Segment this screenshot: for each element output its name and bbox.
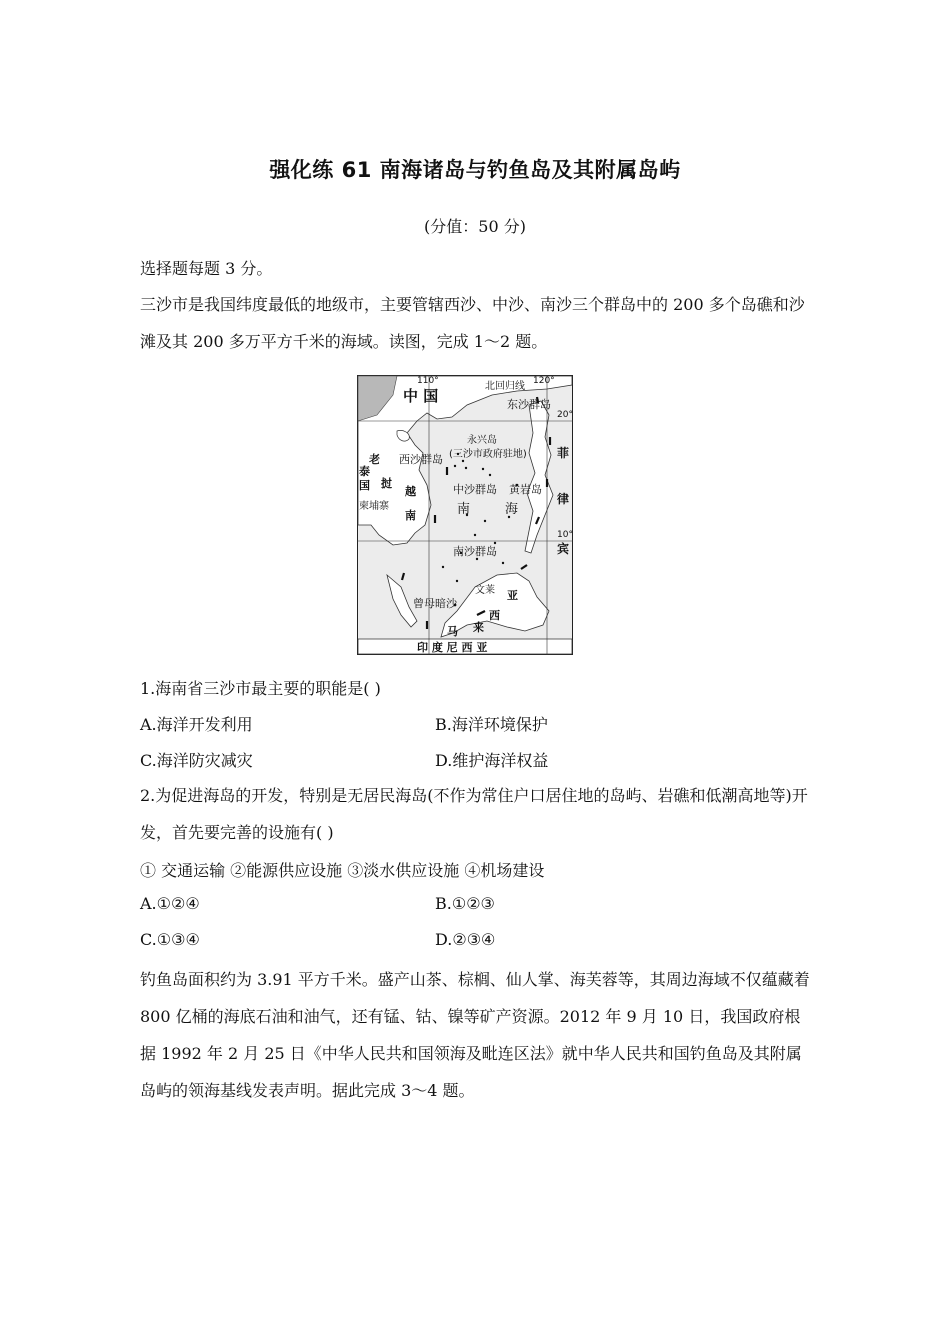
- lat-10-label: 10°: [557, 530, 573, 540]
- yongxing-label: 永兴岛: [467, 435, 497, 446]
- nansha-label: 南沙群岛: [453, 545, 497, 558]
- lat-20-label: 20°: [557, 410, 573, 420]
- ph-label-3: 宾: [557, 542, 570, 556]
- lon-120-label: 120°: [533, 376, 555, 386]
- laos-label-1: 老: [369, 453, 380, 466]
- gov-seat-label: (三沙市政府驻地): [449, 449, 527, 460]
- zengmu-label: 曾母暗沙: [413, 597, 457, 610]
- page-title: 强化练 61 南海诸岛与钓鱼岛及其附属岛屿: [269, 158, 681, 182]
- my-label-4: 马: [447, 625, 458, 638]
- q1-stem: 1.海南省三沙市最主要的职能是( ): [140, 679, 381, 698]
- q2-option-b[interactable]: B.①②③: [435, 894, 495, 913]
- my-label-2: 西: [489, 609, 500, 622]
- brunei-label: 文莱: [475, 585, 495, 596]
- nanhai-label-1: 南: [457, 502, 471, 517]
- vietnam-label-1: 越: [405, 485, 416, 498]
- thailand-label-2: 国: [359, 479, 370, 492]
- q2-stem: 2.为促进海岛的开发，特别是无居民海岛(不作为常住户口居住地的岛屿、岩礁和低潮高地等)开发，首先要完善的设施有( ): [140, 786, 808, 842]
- ph-label-1: 菲: [557, 446, 570, 460]
- vietnam-label-2: 南: [405, 509, 416, 522]
- thailand-label-1: 泰: [359, 465, 370, 478]
- q1-option-c[interactable]: C.海洋防灾减灾: [140, 751, 253, 770]
- ph-label-2: 律: [557, 492, 570, 506]
- cambodia-label: 柬埔寨: [359, 501, 389, 512]
- dongsha-label: 东沙群岛: [507, 398, 551, 411]
- tropic-label: 北回归线: [485, 381, 525, 392]
- my-label-3: 来: [473, 621, 484, 634]
- q1-option-b[interactable]: B.海洋环境保护: [435, 715, 548, 734]
- passage-2: 钓鱼岛面积约为 3.91 平方千米。盛产山茶、棕榈、仙人掌、海芙蓉等，其周边海域不仅蕴藏着 800 亿桶的海底石油和油气，还有锰、钴、镍等矿产资源。2012 年 9 月 10 日，我国政府根据 1992 年 2 月 25 日《中华人民共和国领海及毗连区法》就中华人民共和国钓鱼岛及其附属岛屿的领海基线发表声明。据此完成 3～4 题。: [140, 970, 810, 1100]
- xisha-label: 西沙群岛: [399, 453, 443, 466]
- q1-option-d[interactable]: D.维护海洋权益: [435, 751, 549, 770]
- my-label-1: 亚: [507, 589, 518, 602]
- indonesia-label: 印 度 尼 西 亚: [417, 641, 488, 654]
- score-note: (分值：50 分): [424, 217, 526, 236]
- q2-option-a[interactable]: A.①②④: [140, 894, 200, 913]
- huangyan-label: 黄岩岛: [509, 483, 542, 496]
- laos-label-2: 挝: [381, 477, 392, 490]
- q2-option-d[interactable]: D.②③④: [435, 930, 496, 949]
- nanhai-label-2: 海: [505, 502, 519, 517]
- china-label: 中 国: [403, 387, 439, 405]
- south-china-sea-map: [357, 375, 573, 655]
- zhongsha-label: 中沙群岛: [453, 483, 497, 496]
- q1-option-a[interactable]: A.海洋开发利用: [140, 715, 253, 734]
- passage-1: 三沙市是我国纬度最低的地级市，主要管辖西沙、中沙、南沙三个群岛中的 200 多个岛礁和沙滩及其 200 多万平方千米的海域。读图，完成 1～2 题。: [140, 295, 805, 351]
- intro-text: 选择题每题 3 分。: [140, 259, 273, 278]
- q2-items: ① 交通运输 ②能源供应设施 ③淡水供应设施 ④机场建设: [140, 861, 545, 880]
- q2-option-c[interactable]: C.①③④: [140, 930, 200, 949]
- lon-110-label: 110°: [417, 376, 439, 386]
